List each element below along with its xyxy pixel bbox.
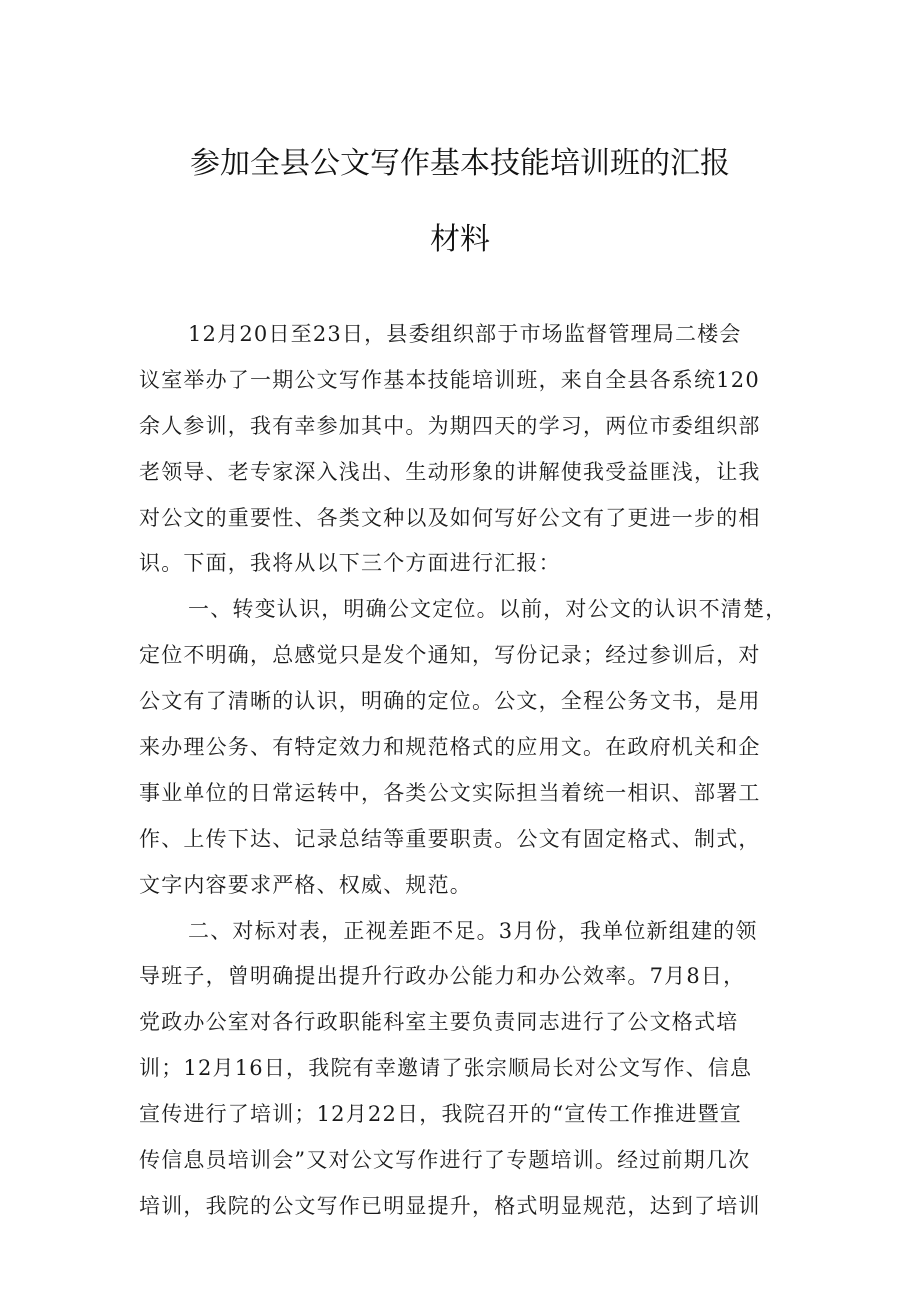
body-line: 来办理公务、有特定效力和规范格式的应用文。在政府机关和企 [139, 735, 761, 760]
body-line: 一、转变认识，明确公文定位。以前，对公文的认识不清楚， [188, 597, 788, 622]
document-title-line-1: 参加全县公文写作基本技能培训班的汇报 [190, 146, 730, 181]
body-line: 培训，我院的公文写作已明显提升，格式明显规范，达到了培训 [139, 1193, 761, 1218]
body-line: 导班子，曾明确提出提升行政办公能力和办公效率。7月8日， [139, 964, 746, 989]
body-line: 议室举办了一期公文写作基本技能培训班，来自全县各系统120 [139, 367, 760, 392]
body-line: 识。下面，我将从以下三个方面进行汇报： [139, 551, 561, 576]
body-line: 传信息员培训会”又对公文写作进行了专题培训。经过前期几次 [139, 1148, 751, 1173]
body-line: 老领导、老专家深入浅出、生动形象的讲解使我受益匪浅，让我 [139, 459, 761, 484]
body-line: 作、上传下达、记录总结等重要职责。公文有固定格式、制式， [139, 826, 761, 851]
body-line: 二、对标对表，正视差距不足。3月份，我单位新组建的领 [188, 918, 758, 943]
body-line: 党政办公室对各行政职能科室主要负责同志进行了公文格式培 [139, 1010, 739, 1035]
body-line: 余人参训，我有幸参加其中。为期四天的学习，两位市委组织部 [139, 413, 761, 438]
document-title-line-2: 材料 [430, 222, 490, 257]
body-line: 事业单位的日常运转中，各类公文实际担当着统一相识、部署工 [139, 780, 761, 805]
body-line: 定位不明确，总感觉只是发个通知，写份记录；经过参训后，对 [139, 643, 761, 668]
body-line: 宣传进行了培训；12月22日，我院召开的“宣传工作推进暨宣 [139, 1102, 742, 1127]
body-line: 对公文的重要性、各类文种以及如何写好公文有了更进一步的相 [139, 505, 761, 530]
body-line: 文字内容要求严格、权威、规范。 [139, 872, 472, 897]
body-line: 12月20日至23日，县委组织部于市场监督管理局二楼会 [188, 322, 742, 346]
body-line: 训；12月16日，我院有幸邀请了张宗顺局长对公文写作、信息 [139, 1056, 753, 1081]
body-line: 公文有了清晰的认识，明确的定位。公文，全程公务文书，是用 [139, 689, 761, 714]
document-body [139, 312, 795, 1230]
